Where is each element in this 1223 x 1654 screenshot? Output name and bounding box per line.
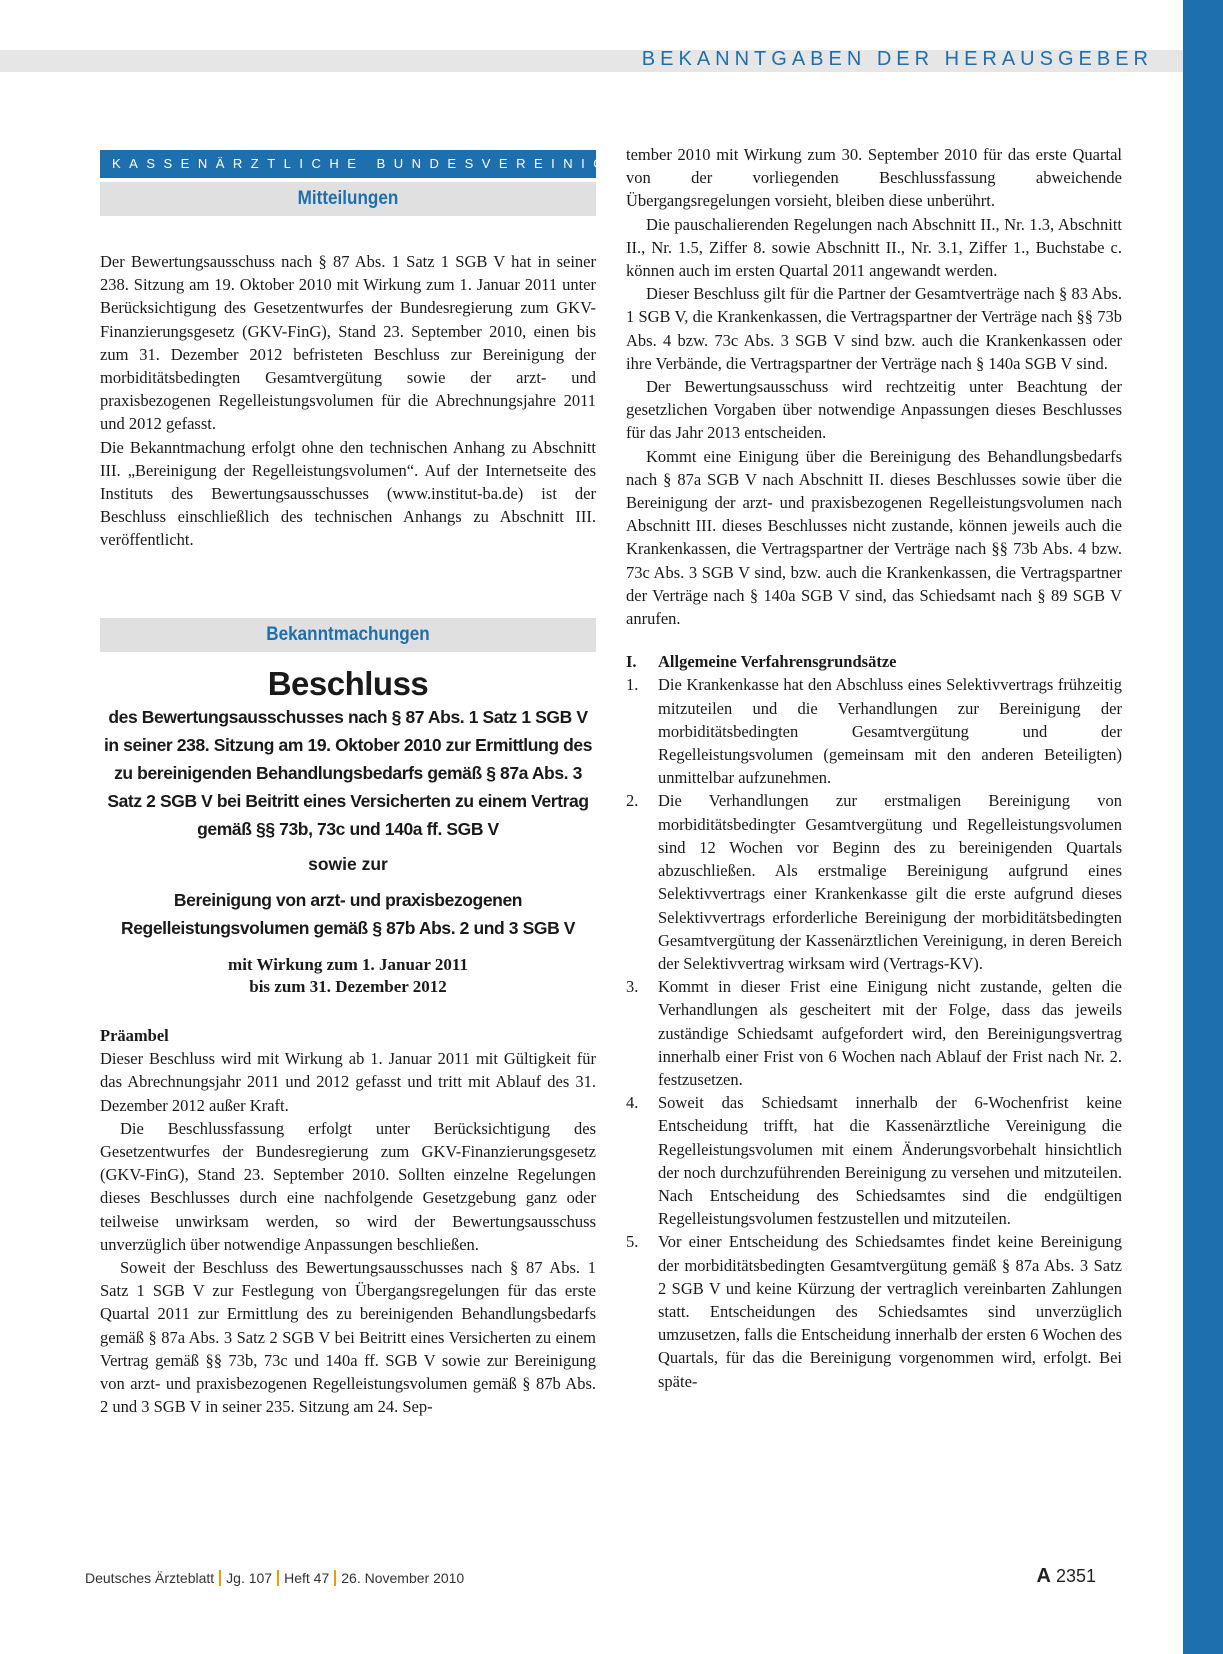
body-paragraph: tember 2010 mit Wirkung zum 30. September 2010 für das erste Quartal von der vorliegenden Beschlussfassung abweichende Übergangsregelungen vorsieht, bleiben diese unberührt. xyxy=(626,145,1122,211)
right-column xyxy=(626,143,1122,1393)
journal-name: Deutsches Ärzteblatt xyxy=(85,1570,215,1586)
list-number: 5. xyxy=(626,1232,639,1252)
list-text: Soweit das Schiedsamt innerhalb der 6-Wochenfrist keine Entscheidung trifft, hat die Kassenärztliche Vereinigung die Regelleistungsvolumen mit einem Änderungsvorbehalt hinsichtlich der noch durchzuführenden Bereinigung zu versehen und mitzuteilen. Nach Entscheidung des Schiedsamtes sind die endgültigen Regelleistungsvolumen festzustellen und mitzuteilen. xyxy=(658,1093,1122,1229)
bereinigung-title: Bereinigung von arzt- und praxisbezogenen Regelleistungsvolumen gemäß § 87b Abs. 2 und 3 SGB V xyxy=(120,890,576,939)
list-text: Die Verhandlungen zur erstmaligen Bereinigung von morbiditätsbedingter Gesamtvergütung und Regelleistungsvolumen sind 12 Wochen vor Beginn des zu bereinigenden Quartals abzuschließen. Als erstmalige Bereinigung aufgrund eines Selektivvertrags einer Krankenkasse gilt die erste aufgrund dieses Selektivvertrags erforderliche Bereinigung der morbiditätsbedingten Gesamtvergütung der Kassenärztlichen Vereinigung, in deren Bereich der Selektivvertrag wirksam wird (Vertrags-KV). xyxy=(658,791,1122,973)
praeambel-paragraph: Die Beschlussfassung erfolgt unter Berücksichtigung des Gesetzentwurfes der Bundesregierung zum GKV-Finanzierungsgesetz (GKV-FinG), Stand 23. September 2010. Sollten einzelne Regelungen dieses Beschlusses durch eine nachfolgende Gesetzgebung ganz oder teilweise unwirksam werden, so wird der Bewertungsausschuss unverzüglich über notwendige Anpassungen beschließen. xyxy=(100,1118,596,1254)
footer-citation xyxy=(85,1570,464,1586)
page-number-value: 2351 xyxy=(1055,1566,1096,1586)
body-paragraph: Die pauschalierenden Regelungen nach Abschnitt II., Nr. 1.3, Abschnitt II., Nr. 1.5, Ziffer 8. sowie Abschnitt II., Nr. 3.1, Ziffer 1., Buchstabe c. können auch im ersten Quartal 2011 angewandt werden. xyxy=(626,214,1122,281)
wirkung-line: bis zum 31. Dezember 2012 xyxy=(249,977,447,997)
list-number: 1. xyxy=(626,675,639,695)
journal-volume: Jg. 107 xyxy=(226,1570,273,1586)
beschluss-subtitle: des Bewertungsausschusses nach § 87 Abs. 1 Satz 1 SGB V in seiner 238. Sitzung am 19. Oktober 2010 zur Ermittlung des zu bereinigenden Behandlungsbedarfs gemäß § 87a Abs. 3 Satz 2 SGB V bei Beitritt eines Versicherten zu einem Vertrag gemäß §§ 73b, 73c und 140a ff. SGB V xyxy=(103,706,593,839)
list-text: Die Krankenkasse hat den Abschluss eines Selektivvertrags frühzeitig mitzuteilen und die Verhandlungen zur Bereinigung der morbiditätsbedingten Gesamtvergütung und der Regelleistungsvolumen (gemeinsam mit den anderen Beteiligten) unmittelbar aufzunehmen. xyxy=(658,675,1122,788)
section-heading xyxy=(626,650,1122,673)
wirkung-date-range xyxy=(100,954,596,998)
bekanntmachungen-heading: Bekanntmachungen xyxy=(125,618,571,652)
praeambel-paragraph: Soweit der Beschluss des Bewertungsausschusses nach § 87 Abs. 1 Satz 1 SGB V zur Festlegung von Übergangsregelungen für das erste Quartal 2011 zur Ermittlung des zu bereinigenden Behandlungsbedarfs gemäß § 87a Abs. 3 Satz 2 SGB V bei Beitritt eines Versicherten zu einem Vertrag gemäß §§ 73b, 73c und 140a ff. SGB V sowie zur Bereinigung von arzt- und praxisbezogenen Regelleistungsvolumen gemäß § 87b Abs. 2 und 3 SGB V in seiner 235. Sitzung am 24. Sep- xyxy=(100,1258,596,1417)
mitteilungen-paragraph: Der Bewertungsausschuss nach § 87 Abs. 1 Satz 1 SGB V hat in seiner 238. Sitzung am 19. Oktober 2010 mit Wirkung zum 1. Januar 2011 unter Berücksichtigung des Gesetzentwurfes der Bundesregierung zum GKV-Finanzierungsgesetz (GKV-FinG), Stand 23. September 2010, einen bis zum 31. Dezember 2012 befristeten Beschluss zur Bereinigung der morbiditätsbedingten Gesamtvergütung sowie der arzt- und praxisbezogenen Regelleistungsvolumen für die Abrechnungsjahre 2011 und 2012 gefasst. xyxy=(100,252,596,434)
mitteilungen-heading-box xyxy=(100,182,596,216)
wirkung-line: mit Wirkung zum 1. Januar 2011 xyxy=(228,955,468,975)
section-title: Allgemeine Verfahrensgrundsätze xyxy=(658,652,897,672)
list-item xyxy=(626,1091,1122,1230)
list-number: 2. xyxy=(626,791,639,811)
journal-issue: Heft 47 xyxy=(284,1570,330,1586)
list-number: 3. xyxy=(626,977,639,997)
body-paragraph: Kommt eine Einigung über die Bereinigung des Behandlungsbedarfs nach § 87a SGB V nach Abschnitt II. dieses Beschlusses sowie über die Bereinigung der arzt- und praxisbezogenen Regelleistungsvolumen nach Abschnitt III. dieses Beschlusses nicht zustande, können jeweils auch die Krankenkassen, die Vertragspartner der Verträge nach §§ 73b Abs. 4 bzw. 73c Abs. 3 SGB V sind, bzw. auch die Krankenkassen, die Vertragspartner der Verträge nach § 140a SGB V sind, das Schiedsamt nach § 89 SGB V anrufen. xyxy=(626,446,1122,629)
list-item xyxy=(626,975,1122,1091)
body-paragraph: Der Bewertungsausschuss wird rechtzeitig unter Beachtung der gesetzlichen Vorgaben über notwendige Anpassungen dieses Beschlusses für das Jahr 2013 entscheiden. xyxy=(626,377,1122,443)
list-number: 4. xyxy=(626,1093,639,1113)
list-text: Vor einer Entscheidung des Schiedsamtes findet keine Bereinigung der morbiditätsbedingten Gesamtvergütung gemäß § 87a Abs. 3 Satz 2 SGB V und keine Kürzung der vertraglich vereinbarten Zahlungen statt. Entscheidungen des Schiedsamtes sind unverzüglich umzusetzen, falls die Entscheidung innerhalb der ersten 6 Wochen des Quartals, für das die Bereinigung vorgenommen wird, erfolgt. Bei späte- xyxy=(658,1232,1122,1391)
praeambel-paragraph: Dieser Beschluss wird mit Wirkung ab 1. Januar 2011 mit Gültigkeit für das Abrechnungsjahr 2011 und 2012 gefasst und tritt mit Ablauf des 31. Dezember 2012 außer Kraft. xyxy=(100,1049,596,1115)
list-item xyxy=(626,1230,1122,1392)
mitteilungen-heading: Mitteilungen xyxy=(125,182,571,216)
kbv-label-bar: KASSENÄRZTLICHE BUNDESVEREINIGUNG xyxy=(100,150,596,178)
praeambel-heading: Präambel xyxy=(100,1026,169,1046)
body-paragraph: Dieser Beschluss gilt für die Partner der Gesamtverträge nach § 83 Abs. 1 SGB V, die Krankenkassen, die Vertragspartner der Verträge nach §§ 73b Abs. 4 bzw. 73c Abs. 3 SGB V sind bzw. auch die Krankenkassen oder ihre Verbände, die Vertragspartner der Verträge nach § 140a SGB V sind. xyxy=(626,284,1122,373)
section-number: I. xyxy=(626,652,637,672)
journal-date: 26. November 2010 xyxy=(341,1570,465,1586)
list-item xyxy=(626,789,1122,975)
bekanntmachungen-heading-box xyxy=(100,618,596,652)
section-header: BEKANNTGABEN DER HERAUSGEBER xyxy=(641,48,1153,70)
footer-separator xyxy=(219,1570,221,1586)
mitteilungen-paragraph: Die Bekanntmachung erfolgt ohne den technischen Anhang zu Abschnitt III. „Bereinigung der Regelleistungsvolumen“. Auf der Internetseite des Instituts des Bewertungsausschusses (www.institut-ba.de) ist der Beschluss einschließlich des technischen Anhangs zu Abschnitt III. veröffentlicht. xyxy=(100,437,596,550)
page-number xyxy=(1036,1565,1096,1588)
list-text: Kommt in dieser Frist eine Einigung nicht zustande, gelten die Verhandlungen als gescheitert mit der Folge, dass das jeweils zuständige Schiedsamt aufgefordert wird, den Bereinigungsvertrag innerhalb einer Frist von 6 Wochen nach Ablauf der Frist nach Nr. 2. festzusetzen. xyxy=(658,977,1122,1089)
footer-separator xyxy=(277,1570,279,1586)
side-color-stripe xyxy=(1183,0,1223,1654)
left-column xyxy=(100,150,667,1419)
list-item xyxy=(626,673,1122,789)
footer-separator xyxy=(334,1570,336,1586)
page-prefix: A xyxy=(1036,1565,1051,1587)
beschluss-title: Beschluss xyxy=(267,664,429,702)
sowie-zur: sowie zur xyxy=(308,853,388,874)
